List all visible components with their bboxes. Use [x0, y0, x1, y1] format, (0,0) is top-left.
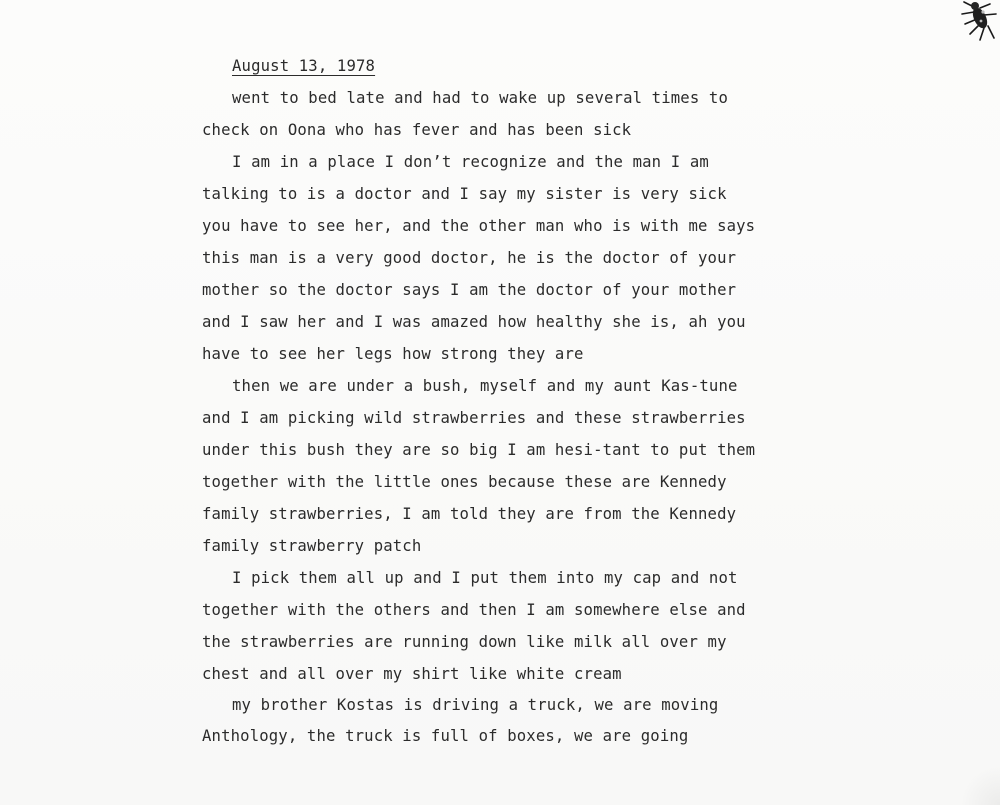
text-line: family strawberry patch: [202, 537, 422, 555]
insect-icon: [950, 0, 1000, 50]
entry-date: August 13, 1978: [232, 57, 376, 75]
text-line: I am in a place I don’t recognize and the man I am: [232, 153, 709, 171]
text-line: under this bush they are so big I am hesi-tant to put them: [202, 441, 756, 459]
text-line: my brother Kostas is driving a truck, we are moving: [232, 696, 719, 714]
text-line: the strawberries are running down like milk all over my: [202, 633, 727, 651]
text-line: you have to see her, and the other man who is with me says: [202, 217, 756, 235]
text-line: have to see her legs how strong they are: [202, 345, 584, 363]
text-line: mother so the doctor says I am the doctor of your mother: [202, 281, 737, 299]
text-line: went to bed late and had to wake up several times to: [232, 89, 728, 107]
text-line: then we are under a bush, myself and my aunt Kas-tune: [232, 377, 738, 395]
text-line: talking to is a doctor and I say my sister is very sick: [202, 185, 727, 203]
text-line: together with the little ones because these are Kennedy: [202, 473, 727, 491]
text-line: check on Oona who has fever and has been sick: [202, 121, 632, 139]
text-line: and I am picking wild strawberries and these strawberries: [202, 409, 746, 427]
text-line: this man is a very good doctor, he is the doctor of your: [202, 249, 737, 267]
page-corner-shadow: [960, 765, 1000, 805]
text-line: Anthology, the truck is full of boxes, we are going: [202, 727, 689, 745]
text-line: family strawberries, I am told they are from the Kennedy: [202, 505, 737, 523]
text-line: together with the others and then I am somewhere else and: [202, 601, 746, 619]
text-line: I pick them all up and I put them into my cap and not: [232, 569, 738, 587]
text-line: and I saw her and I was amazed how healthy she is, ah you: [202, 313, 746, 331]
text-line: chest and all over my shirt like white cream: [202, 665, 622, 683]
